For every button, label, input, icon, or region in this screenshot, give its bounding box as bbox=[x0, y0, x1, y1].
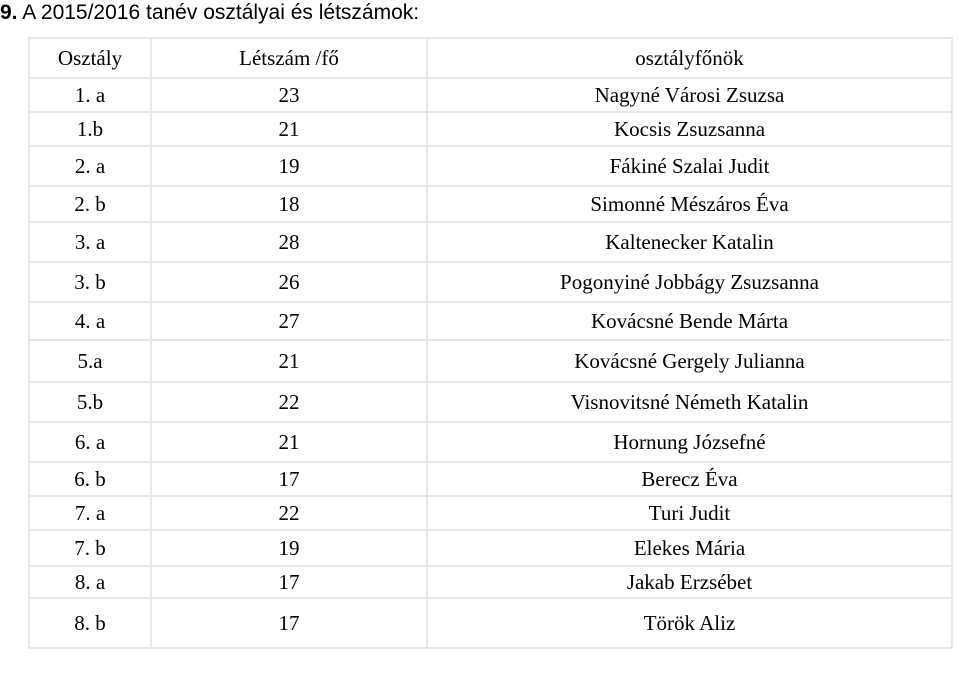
header-teacher: osztályfőnök bbox=[427, 38, 952, 78]
class-cell: 8. b bbox=[29, 598, 151, 648]
table-body bbox=[29, 78, 952, 648]
count-cell: 22 bbox=[151, 382, 427, 422]
class-cell: 3. b bbox=[29, 262, 151, 302]
section-heading bbox=[0, 0, 419, 28]
table-row bbox=[29, 598, 952, 648]
count-cell: 19 bbox=[151, 530, 427, 566]
teacher-cell: Fákiné Szalai Judit bbox=[427, 146, 952, 186]
class-cell: 3. a bbox=[29, 222, 151, 262]
class-cell: 6. a bbox=[29, 422, 151, 462]
table-row bbox=[29, 566, 952, 598]
table-row bbox=[29, 462, 952, 496]
class-cell: 1.b bbox=[29, 112, 151, 146]
class-cell: 5.b bbox=[29, 382, 151, 422]
table-row bbox=[29, 186, 952, 222]
teacher-cell: Visnovitsné Németh Katalin bbox=[427, 382, 952, 422]
class-cell: 4. a bbox=[29, 302, 151, 340]
count-cell: 21 bbox=[151, 422, 427, 462]
count-cell: 26 bbox=[151, 262, 427, 302]
table-row bbox=[29, 222, 952, 262]
table-row bbox=[29, 340, 952, 382]
count-cell: 27 bbox=[151, 302, 427, 340]
class-cell: 2. a bbox=[29, 146, 151, 186]
table-row bbox=[29, 302, 952, 340]
class-cell: 8. a bbox=[29, 566, 151, 598]
teacher-cell: Simonné Mészáros Éva bbox=[427, 186, 952, 222]
count-cell: 17 bbox=[151, 462, 427, 496]
section-number: 9. bbox=[0, 1, 18, 24]
class-cell: 7. a bbox=[29, 496, 151, 530]
header-class: Osztály bbox=[29, 38, 151, 78]
teacher-cell: Nagyné Városi Zsuzsa bbox=[427, 78, 952, 112]
teacher-cell: Jakab Erzsébet bbox=[427, 566, 952, 598]
teacher-cell: Berecz Éva bbox=[427, 462, 952, 496]
table-row bbox=[29, 382, 952, 422]
teacher-cell: Pogonyiné Jobbágy Zsuzsanna bbox=[427, 262, 952, 302]
teacher-cell: Török Aliz bbox=[427, 598, 952, 648]
teacher-cell: Elekes Mária bbox=[427, 530, 952, 566]
table-row bbox=[29, 262, 952, 302]
count-cell: 17 bbox=[151, 598, 427, 648]
table-row bbox=[29, 422, 952, 462]
count-cell: 21 bbox=[151, 340, 427, 382]
section-title: A 2015/2016 tanév osztályai és létszámok: bbox=[22, 1, 420, 24]
header-count: Létszám /fő bbox=[151, 38, 427, 78]
count-cell: 19 bbox=[151, 146, 427, 186]
table-row bbox=[29, 112, 952, 146]
count-cell: 21 bbox=[151, 112, 427, 146]
class-cell: 2. b bbox=[29, 186, 151, 222]
teacher-cell: Turi Judit bbox=[427, 496, 952, 530]
teacher-cell: Hornung Józsefné bbox=[427, 422, 952, 462]
class-cell: 6. b bbox=[29, 462, 151, 496]
count-cell: 22 bbox=[151, 496, 427, 530]
class-cell: 7. b bbox=[29, 530, 151, 566]
count-cell: 18 bbox=[151, 186, 427, 222]
table-row bbox=[29, 78, 952, 112]
class-cell: 5.a bbox=[29, 340, 151, 382]
teacher-cell: Kocsis Zsuzsanna bbox=[427, 112, 952, 146]
class-cell: 1. a bbox=[29, 78, 151, 112]
count-cell: 28 bbox=[151, 222, 427, 262]
teacher-cell: Kovácsné Bende Márta bbox=[427, 302, 952, 340]
class-enrollment-table bbox=[28, 37, 953, 649]
teacher-cell: Kaltenecker Katalin bbox=[427, 222, 952, 262]
teacher-cell: Kovácsné Gergely Julianna bbox=[427, 340, 952, 382]
table-header-row bbox=[29, 38, 952, 78]
table-row bbox=[29, 146, 952, 186]
table-row bbox=[29, 496, 952, 530]
count-cell: 23 bbox=[151, 78, 427, 112]
table-row bbox=[29, 530, 952, 566]
count-cell: 17 bbox=[151, 566, 427, 598]
